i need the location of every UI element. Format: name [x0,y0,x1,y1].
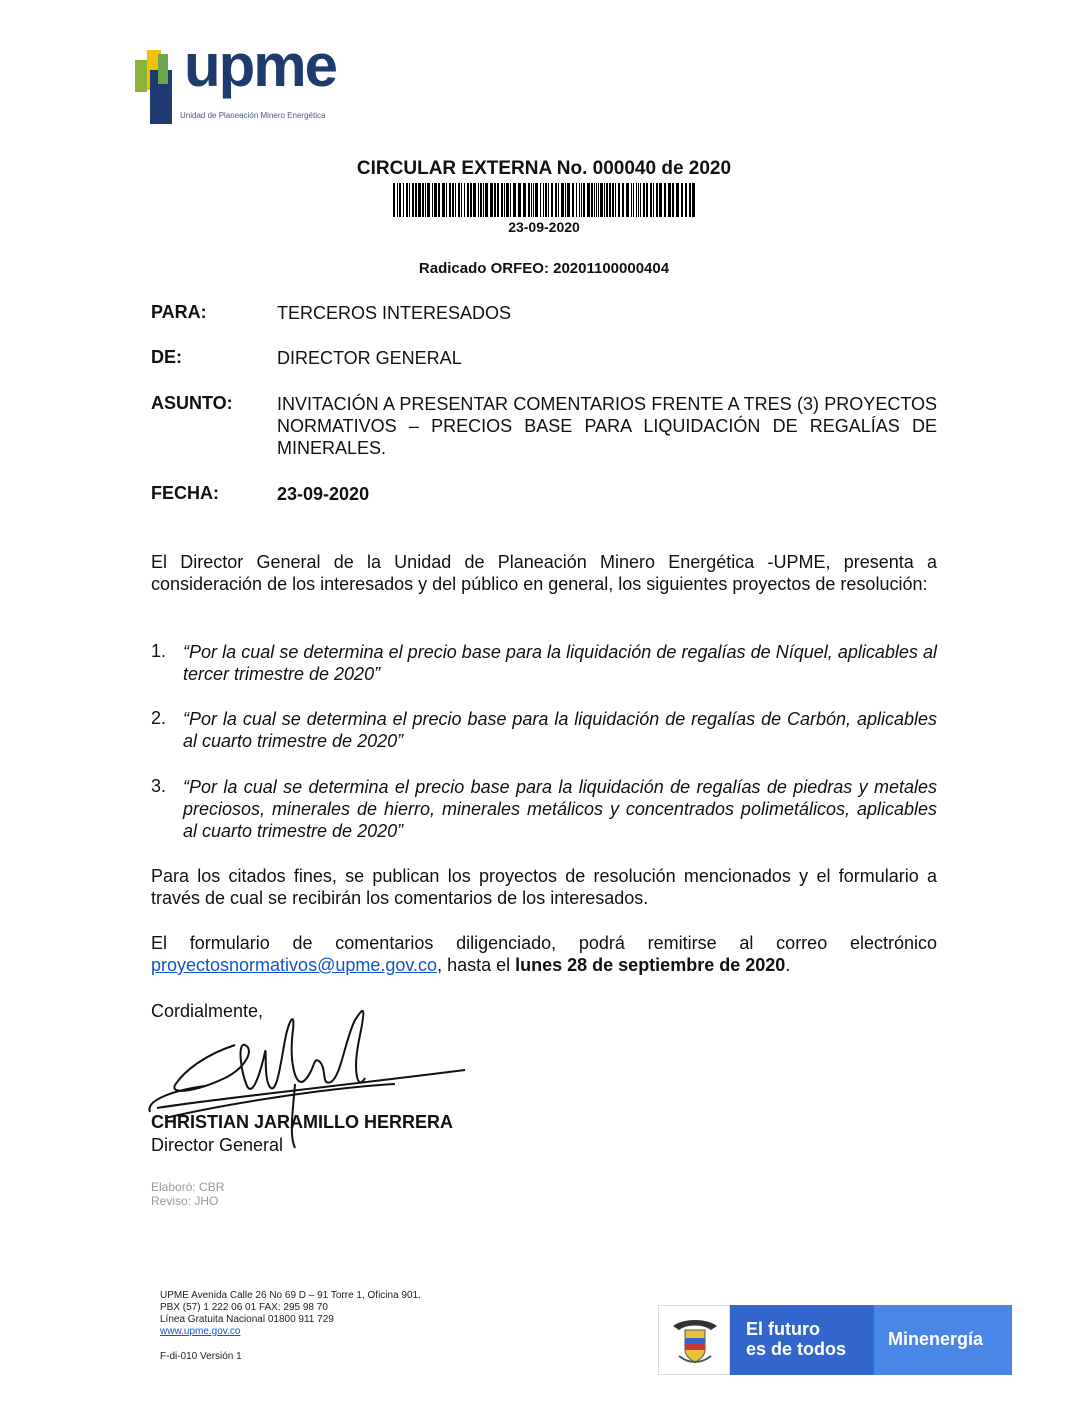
barcode-bar [399,183,401,217]
barcode-bar [442,183,445,217]
barcode-bar [567,183,570,217]
barcode-bar [681,183,683,217]
barcode-bar [612,183,614,217]
barcode-bar [494,183,496,217]
barcode-bar [598,183,599,217]
list-item: “Por la cual se determina el precio base para la liquidación de regalías de piedras y metales preciosos, minerales de hierro, minerales metálicos y concentrados polimetálicos, aplicables al cuarto trimestre de 2020” [183,777,937,841]
barcode-bar [604,183,605,217]
barcode-bar [432,183,433,217]
list-item: “Por la cual se determina el precio base para la liquidación de regalías de Níquel, aplicables al tercer trimestre de 2020” [183,642,937,684]
barcode-bar [615,183,616,217]
form-code: F-di-010 Versión 1 [160,1351,242,1362]
website-link[interactable]: www.upme.gov.co [160,1326,241,1337]
barcode-bar [533,183,534,217]
submission-end: . [785,955,791,975]
closing: Cordialmente, [151,1001,264,1021]
barcode-bar [473,183,476,217]
barcode-bar [403,183,404,217]
barcode-bar [528,183,530,217]
barcode-bar [676,183,679,217]
submission-paragraph [151,932,937,976]
barcode-bar [506,183,509,217]
list-item: “Por la cual se determina el precio base para la liquidación de regalías de Carbón, aplicables al cuarto trimestre de 2020” [183,709,937,751]
signer-name: CHRISTIAN JARAMILLO HERRERA [151,1112,454,1132]
footer-phone: PBX (57) 1 222 06 01 FAX: 295 98 70 [160,1302,328,1313]
barcode-bar [458,183,460,217]
radicado-number: Radicado ORFEO: 20201100000404 [418,260,670,277]
barcode-bar [633,183,634,217]
barcode-bar [497,183,499,217]
barcode-bar [576,183,577,217]
barcode-bar [636,183,637,217]
government-banner [658,1305,1012,1375]
barcode-bar [565,183,566,217]
barcode-bar [518,183,521,217]
barcode-bar [643,183,645,217]
submission-mid: , hasta el [437,955,516,975]
barcode-bar [600,183,603,217]
reviso: Reviso: JHO [151,1194,219,1208]
item-number: 3. [151,776,167,796]
barcode-bar [672,183,674,217]
barcode-bar [418,183,421,217]
barcode-bar [626,183,629,217]
barcode-bar [412,183,414,217]
barcode-bar [587,183,590,217]
barcode-bar [606,183,608,217]
ministry-name: Minenergía [888,1329,984,1349]
de-label: DE: [151,347,182,367]
barcode-bar [609,183,611,217]
barcode-bar [656,183,658,217]
barcode-bar [449,183,451,217]
asunto-label: ASUNTO: [151,393,233,413]
barcode-bar [478,183,479,217]
slogan-line-1: El futuro [746,1319,820,1339]
barcode-bar [483,183,484,217]
ministry-block [874,1305,1012,1375]
email-link[interactable]: proyectosnormativos@upme.gov.co [151,955,438,975]
barcode-bar [689,183,691,217]
barcode-bar [480,183,482,217]
logo-text: upme [184,32,337,99]
barcode-bar [461,183,462,217]
barcode-bar [618,183,620,217]
barcode-bar [548,183,549,217]
barcode-bar [535,183,538,217]
barcode-bar [427,183,430,217]
barcode-bar [504,183,505,217]
slogan-line-2: es de todos [746,1339,847,1359]
barcode-bar [464,183,465,217]
coat-of-arms [658,1305,730,1375]
barcode-bar [415,183,417,217]
barcode-bar [640,183,641,217]
signer-role: Director General [151,1135,284,1155]
slogan-block [730,1305,874,1375]
barcode-bar [446,183,447,217]
barcode-bar [572,183,574,217]
footer-address: UPME Avenida Calle 26 No 69 D – 91 Torre 1, Oficina 901. [160,1290,421,1301]
barcode-bar [510,183,511,217]
barcode-bar [531,183,532,217]
elaboro: Elaboró: CBR [151,1180,225,1194]
barcode-bar [425,183,426,217]
asunto-value: INVITACIÓN A PRESENTAR COMENTARIOS FRENTE A TRES (3) PROYECTOS NORMATIVOS – PRECIOS BASE PARA LIQUIDACIÓN DE REGALÍAS DE MINERALES. [277,394,937,458]
intro-paragraph: El Director General de la Unidad de Planeación Minero Energética -UPME, presenta a consideración de los interesados y del público en general, los siguientes proyectos de resolución: [151,552,937,594]
barcode-bar [543,183,544,217]
submission-text: El formulario de comentarios diligenciado, podrá remitirse al correo electrónico [151,933,937,953]
barcode-bar [545,183,547,217]
barcode-bar [638,183,639,217]
barcode-bar [555,183,557,217]
barcode-bar [551,183,553,217]
barcode-bar [664,183,666,217]
barcode-bar [485,183,488,217]
barcode-bar [470,183,472,217]
para-value: TERCEROS INTERESADOS [277,303,512,323]
barcode-bar [513,183,516,217]
barcode-bar [653,183,654,217]
barcode-bar [406,183,408,217]
barcode-bar [659,183,662,217]
deadline-date: lunes 28 de septiembre de 2020 [515,955,786,975]
barcode-bar [594,183,595,217]
circular-title: CIRCULAR EXTERNA No. 000040 de 2020 [356,158,732,179]
barcode-bar [393,183,395,217]
barcode-bar [622,183,624,217]
barcode-bar [501,183,503,217]
barcode-bar [685,183,687,217]
logo-subtitle: Unidad de Planeación Minero Energética [180,111,326,120]
barcode-bar [631,183,632,217]
barcode-bar [579,183,580,217]
barcode-bar [581,183,582,217]
barcode-bar [397,183,398,217]
slogan [746,1319,846,1359]
barcode-bar [596,183,597,217]
barcode-bar [452,183,454,217]
barcode-bar [455,183,456,217]
footer-toll-free: Línea Gratuita Nacional 01800 911 729 [160,1314,334,1325]
barcode [393,183,695,217]
fecha-label: FECHA: [151,483,219,503]
barcode-bar [438,183,440,217]
para-label: PARA: [151,302,207,322]
barcode-date: 23-09-2020 [508,219,580,235]
de-value: DIRECTOR GENERAL [277,348,462,368]
item-number: 2. [151,708,167,728]
barcode-bar [490,183,493,217]
barcode-bar [540,183,541,217]
footer-web [160,1326,240,1338]
purpose-paragraph: Para los citados fines, se publican los proyectos de resolución mencionados y el formulario a través de cual se recibirán los comentarios de los interesados. [151,866,937,908]
item-number: 1. [151,641,167,661]
barcode-bar [561,183,564,217]
barcode-bar [434,183,437,217]
coat-of-arms-icon [659,1306,731,1376]
barcode-bar [422,183,424,217]
barcode-bar [650,183,652,217]
barcode-bar [467,183,469,217]
fecha-value: 23-09-2020 [277,484,370,504]
barcode-bar [646,183,648,217]
barcode-bar [668,183,671,217]
barcode-bar [558,183,559,217]
barcode-bar [583,183,585,217]
barcode-bar [523,183,526,217]
barcode-bar [591,183,593,217]
barcode-bar [692,183,695,217]
barcode-bar [409,183,410,217]
